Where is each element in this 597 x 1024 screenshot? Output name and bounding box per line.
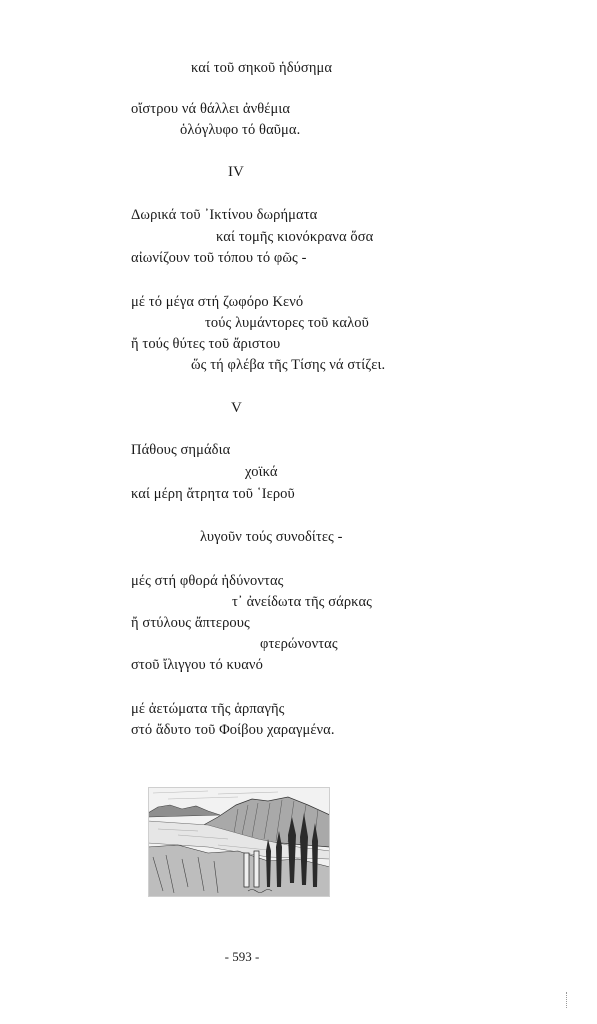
poem-line: Πάθους σημάδια: [131, 442, 231, 458]
poem-line: ἤ τούς θύτες τοῦ ἄριστου: [131, 336, 281, 352]
poem-line: τ᾿ ἀνείδωτα τῆς σάρκας: [232, 594, 372, 610]
poem-line: οἴστρου νά θάλλει ἀνθέμια: [131, 101, 291, 117]
poem-line: φτερώνοντας: [260, 636, 338, 652]
poem-line: καί τομῆς κιονόκρανα ὅσα: [216, 229, 374, 245]
poem-line: τούς λυμάντορες τοῦ καλοῦ: [205, 315, 369, 331]
scan-edge-mark: [563, 992, 567, 1008]
poem-line: λυγοῦν τούς συνοδίτες -: [200, 529, 343, 545]
section-heading-v: V: [231, 400, 242, 416]
poem-line: αἰωνίζουν τοῦ τόπου τό φῶς -: [131, 250, 307, 266]
section-heading-iv: IV: [228, 164, 244, 180]
poem-line: ὥς τή φλέβα τῆς Τίσης νά στίζει.: [191, 357, 386, 373]
poem-line: Δωρικά τοῦ ᾿Ικτίνου δωρήματα: [131, 207, 318, 223]
poem-line: στοῦ ἴλιγγου τό κυανό: [131, 657, 263, 673]
page-number: - 593 -: [224, 949, 260, 964]
poem-line: χοϊκά: [245, 464, 278, 480]
poem-line: καί τοῦ σηκοῦ ἡδύσημα: [191, 60, 333, 76]
poem-line: ἤ στύλους ἄπτερους: [131, 615, 250, 631]
poem-line: μές στή φθορά ἡδύνοντας: [131, 573, 284, 589]
poem-line: μέ ἀετώματα τῆς ἁρπαγῆς: [131, 701, 285, 717]
landscape-sketch-icon: [148, 787, 330, 897]
poem-line: καί μέρη ἄτρητα τοῦ ῾Ιεροῦ: [131, 486, 295, 502]
poem-line: στό ἄδυτο τοῦ Φοίβου χαραγμένα.: [131, 722, 335, 738]
poem-line: μέ τό μέγα στή ζωφόρο Κενό: [131, 294, 304, 310]
poem-line: ὁλόγλυφο τό θαῦμα.: [180, 122, 301, 138]
